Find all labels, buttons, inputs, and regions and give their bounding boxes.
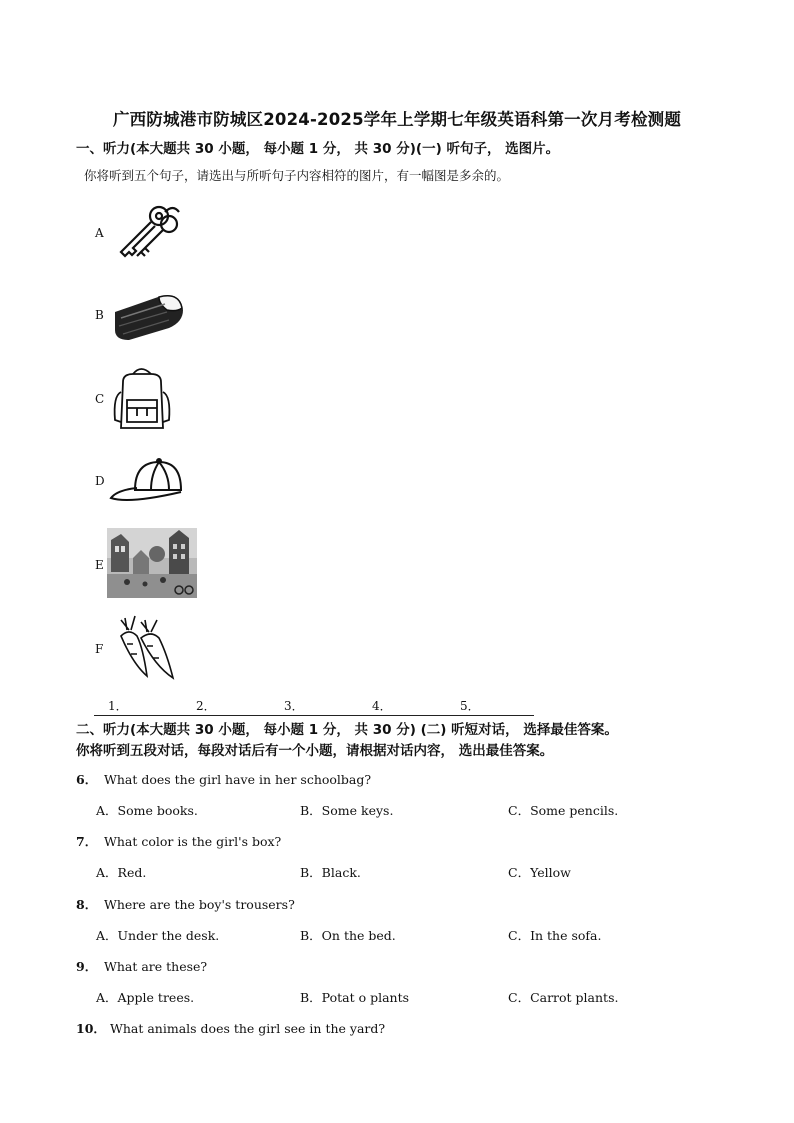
carrots-icon: [107, 614, 187, 684]
section2-heading-line1: 二、听力(本大题共 30 小题， 每小题 1 分， 共 30 分) (二) 听短对话， 选择最佳答案。: [76, 722, 618, 738]
question-number: 9．: [76, 959, 98, 974]
section2-heading-line2: 你将听到五段对话，每段对话后有一个小题，请根据对话内容， 选出最佳答案。: [76, 743, 554, 759]
picture-letter: F: [95, 642, 104, 656]
option-6a[interactable]: A．Some books.: [96, 803, 198, 818]
option-9a[interactable]: A．Apple trees.: [96, 990, 195, 1005]
answer-blanks: [94, 697, 534, 716]
town-photo: [107, 528, 197, 598]
question-text: What are these?: [104, 959, 208, 974]
question-9: [76, 957, 207, 975]
question-number: 6．: [76, 772, 98, 787]
section1-instruction: 你将听到五个句子，请选出与所听句子内容相符的图片，有一幅图是多余的。: [84, 168, 510, 183]
keys-icon: [107, 198, 187, 264]
option-6b[interactable]: B．Some keys.: [300, 803, 394, 818]
picture-letter: D: [95, 474, 105, 488]
blank-4[interactable]: 4．: [372, 699, 392, 713]
section1-heading: 一、听力(本大题共 30 小题， 每小题 1 分， 共 30 分)(一) 听句子， 选图片。: [76, 141, 560, 157]
option-8b[interactable]: B．On the bed.: [300, 928, 396, 943]
question-text: What does the girl have in her schoolbag?: [104, 772, 372, 787]
picture-letter: C: [95, 392, 105, 406]
eraser-icon: [107, 282, 187, 348]
question-number: 10．: [76, 1021, 106, 1036]
option-8c[interactable]: C．In the sofa.: [508, 928, 602, 943]
blank-2[interactable]: 2．: [196, 699, 216, 713]
picture-letter: A: [95, 226, 104, 240]
picture-letter: E: [95, 558, 104, 572]
option-7b[interactable]: B．Black.: [300, 865, 361, 880]
question-6: [76, 770, 371, 788]
option-8a[interactable]: A．Under the desk.: [96, 928, 220, 943]
page-title: 广西防城港市防城区2024-2025学年上学期七年级英语科第一次月考检测题: [112, 110, 682, 129]
blank-5[interactable]: 5．: [460, 699, 480, 713]
question-number: 7．: [76, 834, 98, 849]
option-6c[interactable]: C．Some pencils.: [508, 803, 619, 818]
option-9b[interactable]: B．Potat o plants: [300, 990, 410, 1005]
question-7: [76, 832, 281, 850]
blank-1[interactable]: 1．: [108, 699, 128, 713]
question-text: What color is the girl's box?: [104, 834, 282, 849]
option-9c[interactable]: C．Carrot plants.: [508, 990, 619, 1005]
picture-letter: B: [95, 308, 104, 322]
question-8: [76, 895, 295, 913]
question-text: Where are the boy's trousers?: [104, 897, 295, 912]
cap-icon: [107, 452, 187, 512]
question-text: What animals does the girl see in the yard?: [110, 1021, 386, 1036]
backpack-icon: [107, 362, 187, 434]
question-number: 8．: [76, 897, 98, 912]
option-7a[interactable]: A．Red.: [96, 865, 147, 880]
question-10: [76, 1019, 385, 1037]
blank-3[interactable]: 3．: [284, 699, 304, 713]
option-7c[interactable]: C．Yellow: [508, 865, 571, 880]
